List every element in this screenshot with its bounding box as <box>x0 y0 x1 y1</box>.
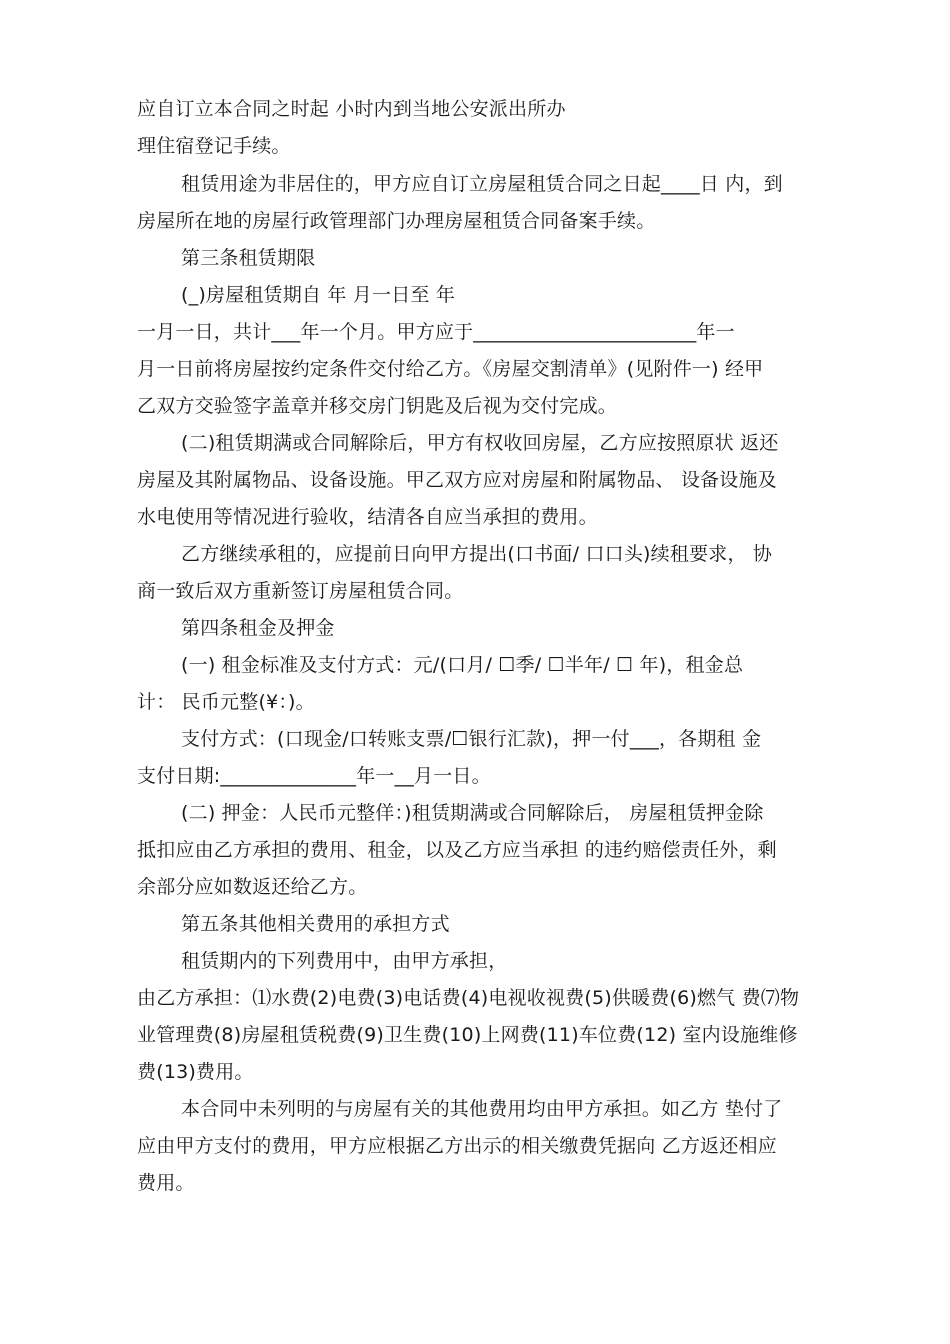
section-heading-3: 第三条租赁期限 <box>181 247 316 269</box>
text-line-29: 应由甲方支付的费用，甲方应根据乙方出示的相关缴费凭据向 乙方返还相应 <box>137 1135 777 1157</box>
text-line-30: 费用。 <box>137 1172 195 1194</box>
text-line-8: 月一日前将房屋按约定条件交付给乙方。《房屋交割清单》(见附件一) 经甲 <box>137 358 764 380</box>
text-line-11: 房屋及其附属物品、设备设施。甲乙双方应对房屋和附属物品、 设备设施及 <box>137 469 777 491</box>
text-line-4: 房屋所在地的房屋行政管理部门办理房屋租赁合同备案手续。 <box>137 210 656 232</box>
text-line-24: 租赁期内的下列费用中，由甲方承担， <box>181 950 508 972</box>
text-line-6: (_)房屋租赁期自 年 月一日至 年 <box>181 284 456 306</box>
text-line-3: 租赁用途为非居住的，甲方应自订立房屋租赁合同之日起____日 内，到 <box>181 173 783 195</box>
text-line-1: 应自订立本合同之时起 小时内到当地公安派出所办 <box>137 98 566 120</box>
text-line-18: 支付方式：(口现金/口转账支票/☐银行汇款)，押一付___，各期租 金 <box>181 728 762 750</box>
text-line-10: (二)租赁期满或合同解除后，甲方有权收回房屋，乙方应按照原状 返还 <box>181 432 779 454</box>
text-line-13: 乙方继续承租的，应提前日向甲方提出(口书面/ 口口头)续租要求， 协 <box>181 543 773 565</box>
text-line-2: 理住宿登记手续。 <box>137 135 291 157</box>
text-line-16: (一) 租金标准及支付方式：元/(口月/ ☐季/ ☐半年/ ☐ 年)，租金总 <box>181 654 744 676</box>
section-heading-5: 第五条其他相关费用的承担方式 <box>181 913 450 935</box>
text-line-27: 费(13)费用。 <box>137 1061 254 1083</box>
text-line-21: 抵扣应由乙方承担的费用、租金，以及乙方应当承担 的违约赔偿责任外，剩 <box>137 839 777 861</box>
text-line-25: 由乙方承担：⑴水费(2)电费(3)电话费(4)电视收视费(5)供暖费(6)燃气 费⑺物 <box>137 987 800 1009</box>
text-line-22: 余部分应如数返还给乙方。 <box>137 876 368 898</box>
text-line-14: 商一致后双方重新签订房屋租赁合同。 <box>137 580 464 602</box>
section-heading-4: 第四条租金及押金 <box>181 617 335 639</box>
text-line-26: 业管理费(8)房屋租赁税费(9)卫生费(10)上网费(11)车位费(12) 室内设施维修 <box>137 1024 798 1046</box>
text-line-12: 水电使用等情况进行验收，结清各自应当承担的费用。 <box>137 506 598 528</box>
text-line-17: 计： 民币元整(¥：)。 <box>137 691 315 713</box>
text-line-28: 本合同中未列明的与房屋有关的其他费用均由甲方承担。如乙方 垫付了 <box>181 1098 783 1120</box>
text-line-9: 乙双方交验签字盖章并移交房门钥匙及后视为交付完成。 <box>137 395 618 417</box>
text-line-7: 一月一日，共计___年一个月。甲方应于_______________________年一 <box>137 321 735 343</box>
text-line-19: 支付日期:______________年一__月一日。 <box>137 765 491 787</box>
text-line-20: (二) 押金：人民币元整佯：)租赁期满或合同解除后， 房屋租赁押金除 <box>181 802 764 824</box>
